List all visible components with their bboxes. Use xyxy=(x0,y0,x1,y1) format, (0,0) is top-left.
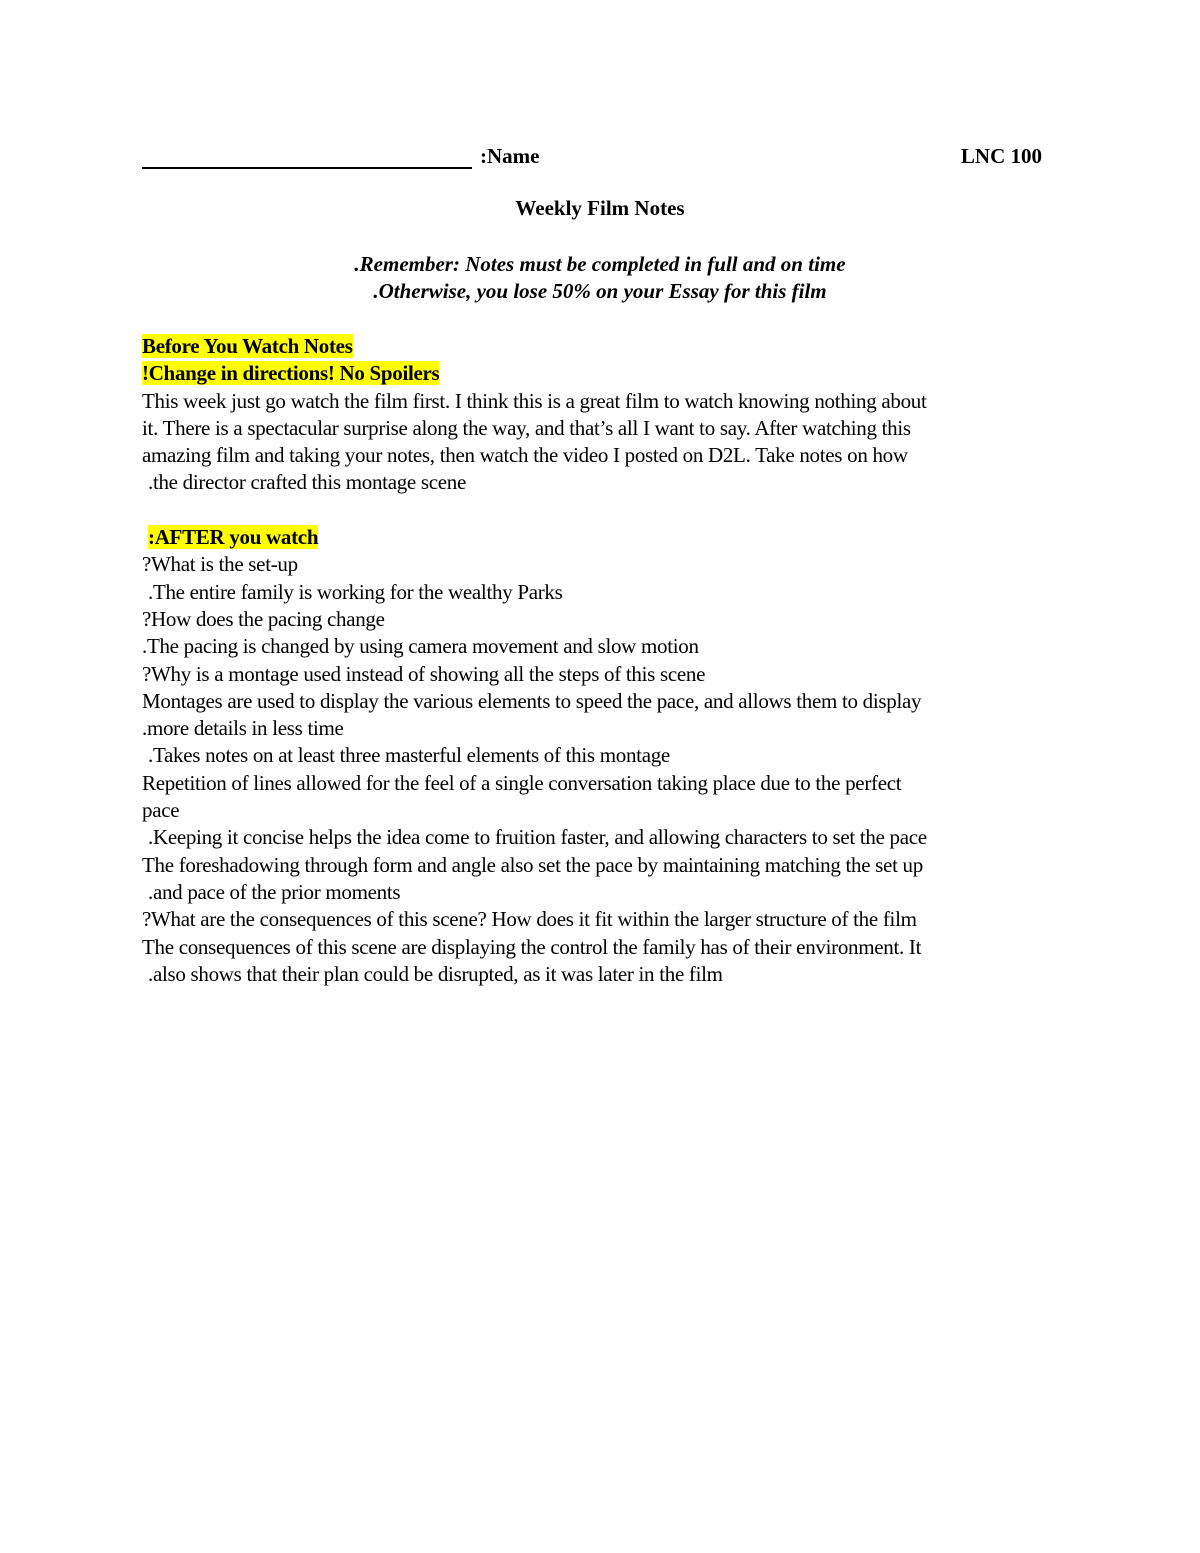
paragraph-line: .the director crafted this montage scene xyxy=(148,470,467,495)
course-code: LNC 100 xyxy=(960,144,1042,168)
question-line: ?What are the consequences of this scene? How does it fit within the larger structure of the film xyxy=(142,907,917,932)
before-subheading: !Change in directions! No Spoilers xyxy=(142,361,440,386)
question-line: .Takes notes on at least three masterful elements of this montage xyxy=(148,743,670,768)
paragraph-line: This week just go watch the film first. I think this is a great film to watch knowing nothing about xyxy=(142,388,927,413)
document-title: Weekly Film Notes xyxy=(515,196,685,220)
before-heading: Before You Watch Notes xyxy=(142,334,353,358)
paragraph-line: it. There is a spectacular surprise along the way, and that’s all I want to say. After watching this xyxy=(142,415,911,440)
answer-line: The foreshadowing through form and angle also set the pace by maintaining matching the set up xyxy=(142,852,923,877)
answer-line: .more details in less time xyxy=(142,716,344,741)
answer-line: pace xyxy=(142,798,180,823)
answer-line: .also shows that their plan could be disrupted, as it was later in the film xyxy=(148,961,723,986)
after-heading: :AFTER you watch xyxy=(148,525,319,550)
answer-line: .The entire family is working for the wealthy Parks xyxy=(148,579,563,604)
answer-line: Montages are used to display the various elements to speed the pace, and allows them to display xyxy=(142,688,922,713)
notes-body xyxy=(142,333,1062,988)
answer-line: .The pacing is changed by using camera movement and slow motion xyxy=(142,634,699,659)
name-label: :Name xyxy=(480,144,540,168)
answer-line: .Keeping it concise helps the idea come to fruition faster, and allowing characters to set the pace xyxy=(148,825,927,850)
question-line: ?What is the set-up xyxy=(142,552,298,577)
question-line: ?Why is a montage used instead of showing all the steps of this scene xyxy=(142,661,706,686)
answer-line: .and pace of the prior moments xyxy=(148,879,401,904)
paragraph-line: amazing film and taking your notes, then watch the video I posted on D2L. Take notes on how xyxy=(142,443,908,468)
answer-line: The consequences of this scene are displaying the control the family has of their environment. It xyxy=(142,934,922,959)
question-line: ?How does the pacing change xyxy=(142,606,385,631)
reminder-line: .Remember: Notes must be completed in full and on time xyxy=(354,252,846,276)
name-blank-line xyxy=(142,167,472,169)
header-row xyxy=(142,142,1042,172)
answer-line: Repetition of lines allowed for the feel of a single conversation taking place due to the perfect xyxy=(142,770,902,795)
reminder-line: .Otherwise, you lose 50% on your Essay for this film xyxy=(373,279,827,303)
